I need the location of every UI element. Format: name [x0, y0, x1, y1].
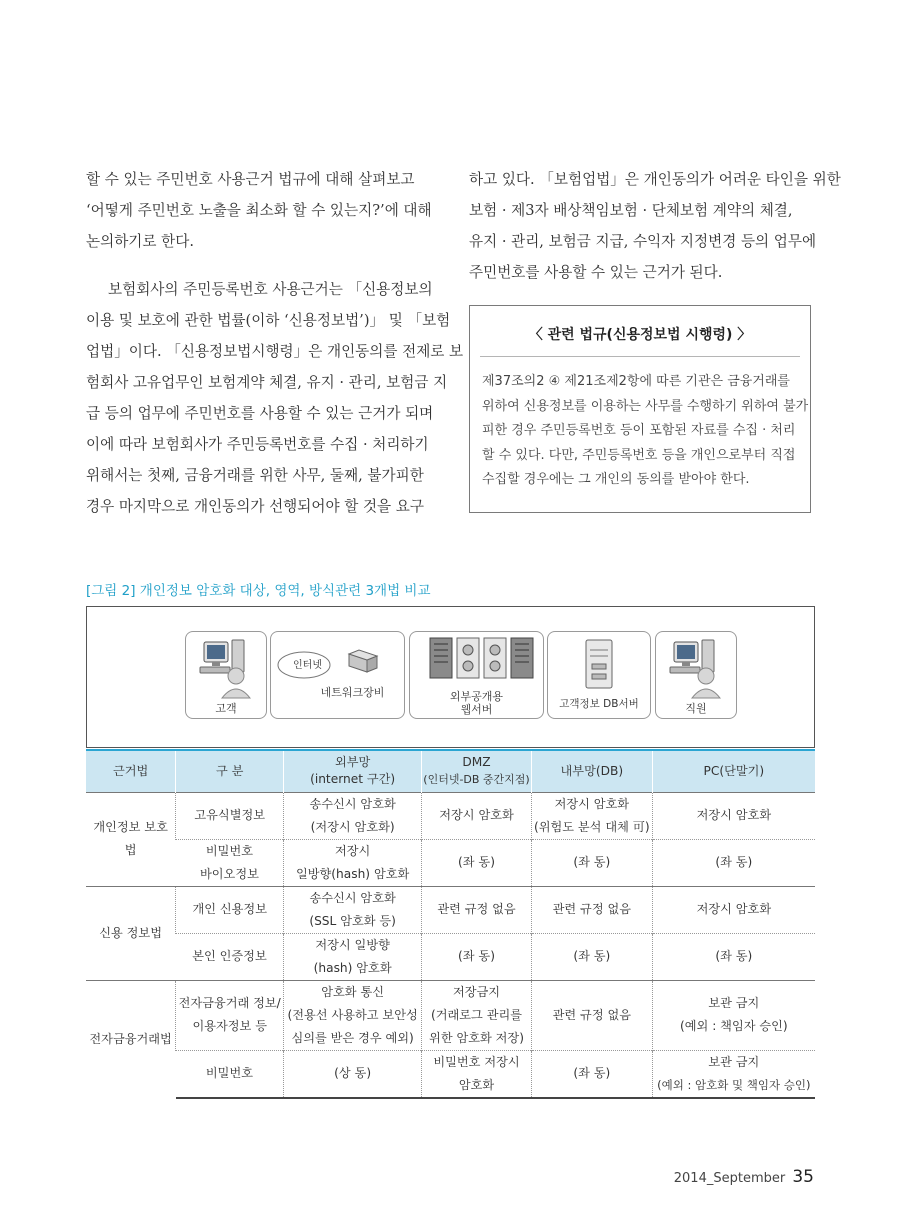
table-cell: (상 동) [284, 1050, 422, 1098]
cell-line: 전자금융거래 정보/ [178, 996, 281, 1010]
group-cell: 개인정보 보호법 [86, 792, 176, 886]
paragraph-1 [86, 164, 436, 257]
category-cell: 본인 인증정보 [176, 933, 284, 980]
text-line: 논의하기로 한다. [86, 233, 194, 250]
cell-line: 보관 금지 [708, 1054, 760, 1069]
cell-line: (hash) 암호화 [313, 960, 392, 975]
header-law: 근거법 [86, 750, 176, 792]
header-category: 구 분 [176, 750, 284, 792]
cell-line: 심의를 받은 경우 예외) [291, 1030, 414, 1045]
cell-line: 송수신시 암호화 [309, 890, 396, 905]
table-cell: (좌 동) [652, 933, 815, 980]
webserver-node [409, 631, 544, 719]
table-cell: 저장시 암호화 [422, 792, 532, 839]
header-dmz [422, 750, 532, 792]
table-cell [422, 1050, 532, 1098]
cell-line: (저장시 암호화) [310, 819, 395, 834]
text-line: 험회사 고유업무인 보험계약 체결, 유지 · 관리, 보험금 지 [86, 374, 448, 391]
cell-line: (거래로그 관리를 [430, 1007, 523, 1022]
table-cell [652, 980, 815, 1050]
cell-line: 저장금지 [452, 984, 501, 999]
customer-node [185, 631, 267, 719]
comparison-table [86, 749, 815, 1099]
cell-line: (예외 : 책임자 승인) [680, 1019, 788, 1033]
cell-line: 암호화 [458, 1077, 495, 1092]
cell-line: 저장시 [334, 843, 371, 858]
table-cell: 관련 규정 없음 [531, 886, 652, 933]
page-number: 35 [792, 1167, 814, 1187]
server-rack-icon [410, 632, 545, 682]
text-line: 급 등의 업무에 주민번호를 사용할 수 있는 근거가 되며 [86, 405, 434, 422]
table-cell: 저장시 암호화 [652, 792, 815, 839]
table-cell [422, 980, 532, 1050]
text-line: 유지 · 관리, 보험금 지급, 수익자 지정변경 등의 업무에 [469, 233, 817, 250]
table-cell: 저장시 암호화 [652, 886, 815, 933]
table-header-row [86, 750, 815, 792]
paragraph-2 [86, 274, 464, 522]
staff-label: 직원 [685, 702, 707, 715]
table-cell: (좌 동) [652, 839, 815, 886]
cell-line: 바이오정보 [200, 866, 259, 881]
text-line: 주민번호를 사용할 수 있는 근거가 된다. [469, 264, 723, 281]
header-pc: PC(단말기) [652, 750, 815, 792]
text-line: 업법」이다. 「신용정보법시행령」은 개인동의를 전제로 보 [86, 343, 464, 360]
divider [480, 356, 800, 357]
table-cell [284, 886, 422, 933]
text-line: 수집할 경우에는 그 개인의 동의를 받아야 한다. [482, 472, 750, 487]
table-cell [284, 792, 422, 839]
text-line: 할 수 있는 주민번호 사용근거 법규에 대해 살펴보고 [86, 171, 415, 188]
table-cell: (좌 동) [422, 933, 532, 980]
text-line: 보험회사의 주민등록번호 사용근거는 「신용정보의 [108, 281, 433, 298]
network-label: 네트워크장비 [320, 686, 385, 699]
table-cell: (좌 동) [531, 933, 652, 980]
webserver-label-line: 외부공개용 [449, 690, 504, 703]
cell-line: (위험도 분석 대체 可) [533, 819, 650, 834]
table-row [86, 980, 815, 1050]
header-external [284, 750, 422, 792]
text-line: 하고 있다. 「보험업법」은 개인동의가 어려운 타인을 위한 [469, 171, 841, 188]
cell-line: 보관 금지 [708, 996, 760, 1010]
text-line: 이에 따라 보험회사가 주민등록번호를 수집 · 처리하기 [86, 436, 429, 453]
header-line: DMZ [462, 755, 491, 770]
table-cell [531, 792, 652, 839]
cell-line: 위한 암호화 저장) [429, 1030, 524, 1045]
text-line: 위하여 신용정보를 이용하는 사무를 수행하기 위하여 불가 [482, 398, 809, 414]
cell-line: 저장시 일방향 [315, 937, 390, 952]
cell-line: 비밀번호 [205, 843, 253, 858]
webserver-label [410, 690, 543, 716]
category-cell [176, 980, 284, 1050]
internet-label: 인터넷 [293, 660, 322, 671]
table-cell: 관련 규정 없음 [422, 886, 532, 933]
staff-computer-icon [656, 632, 738, 700]
table-row [86, 886, 815, 933]
group-cell: 전자금융거래법 [86, 980, 176, 1098]
table-row [86, 1050, 815, 1098]
cell-line: (SSL 암호화 등) [309, 913, 396, 928]
category-cell: 개인 신용정보 [176, 886, 284, 933]
network-node [270, 631, 405, 719]
network-diagram [86, 606, 815, 748]
header-line: 외부망 [334, 755, 371, 770]
table-cell [284, 980, 422, 1050]
table-row [86, 839, 815, 886]
table-cell [284, 933, 422, 980]
cell-line: (예외 : 암호화 및 책임자 승인) [657, 1077, 811, 1092]
text-line: 경우 마지막으로 개인동의가 선행되어야 할 것을 요구 [86, 498, 424, 515]
cell-line: (전용선 사용하고 보안성 [287, 1007, 418, 1022]
table-cell [652, 1050, 815, 1098]
right-column [469, 164, 841, 288]
text-line: 피한 경우 주민등록번호 등이 포함된 자료를 수집 · 처리 [482, 423, 796, 438]
group-cell: 신용 정보법 [86, 886, 176, 980]
category-cell: 비밀번호 [176, 1050, 284, 1098]
table-cell: (좌 동) [531, 839, 652, 886]
page-footer [674, 1167, 814, 1187]
left-column [86, 164, 464, 522]
table-row [86, 792, 815, 839]
text-line: 제37조의2 ④ 제21조제2항에 따른 기관은 금융거래를 [482, 374, 790, 389]
header-internal: 내부망(DB) [531, 750, 652, 792]
table-cell: 관련 규정 없음 [531, 980, 652, 1050]
law-box-body [482, 370, 809, 493]
issue-label: 2014_September [673, 1171, 786, 1186]
header-line: (internet 구간) [310, 772, 396, 787]
header-line: (인터넷-DB 중간지점) [423, 773, 530, 787]
related-law-box [469, 305, 811, 513]
staff-node [655, 631, 737, 719]
law-box-title: 〈 관련 법규(신용정보법 시행령) 〉 [528, 327, 752, 343]
text-line: ‘어떻게 주민번호 노출을 최소화 할 수 있는지?’에 대해 [86, 202, 432, 219]
table-row [86, 933, 815, 980]
text-line: 위해서는 첫째, 금융거래를 위한 사무, 둘째, 불가피한 [86, 467, 424, 484]
table-cell: (좌 동) [531, 1050, 652, 1098]
cell-line: 비밀번호 저장시 [433, 1054, 520, 1069]
webserver-label-line: 웹서버 [460, 703, 493, 716]
customer-label: 고객 [215, 702, 237, 715]
text-line: 보험 · 제3자 배상책임보험 · 단체보험 계약의 체결, [469, 202, 793, 219]
db-server-label: 고객정보 DB서버 [559, 698, 639, 710]
text-line: 이용 및 보호에 관한 법률(이하 ‘신용정보법’)」 및 「보험 [86, 312, 451, 329]
category-cell: 고유식별정보 [176, 792, 284, 839]
cell-line: 송수신시 암호화 [309, 796, 396, 811]
db-server-node [547, 631, 651, 719]
text-line: 할 수 있다. 다만, 주민등록번호 등을 개인으로부터 직접 [482, 447, 796, 463]
figure-caption: [그림 2] 개인정보 암호화 대상, 영역, 방식관련 3개법 비교 [86, 583, 431, 599]
table-cell: (좌 동) [422, 839, 532, 886]
db-server-icon [548, 632, 652, 692]
cell-line: 저장시 암호화 [554, 796, 630, 811]
cell-line: 암호화 통신 [321, 984, 384, 999]
table-cell [284, 839, 422, 886]
cell-line: 일방향(hash) 암호화 [295, 866, 410, 881]
cell-line: 이용자정보 등 [192, 1019, 267, 1033]
category-cell [176, 839, 284, 886]
